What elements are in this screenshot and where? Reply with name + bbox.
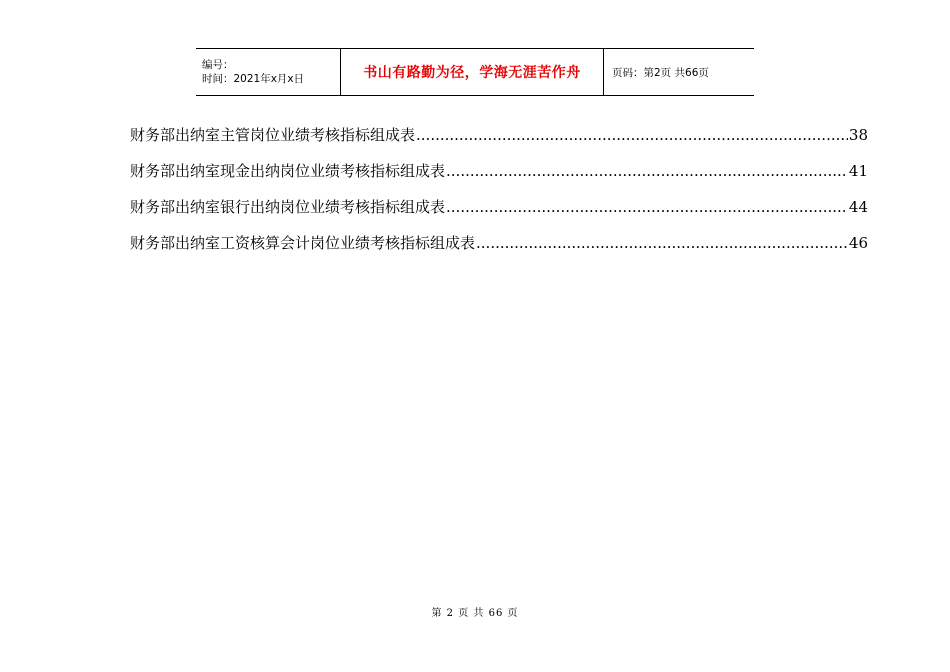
toc-entry[interactable]: [130, 232, 868, 268]
header-motto-cell: [340, 49, 604, 95]
toc-leader-dots: [446, 162, 848, 180]
header-page-code-cell: [604, 49, 754, 95]
toc-entry-title: 财务部出纳室现金出纳岗位业绩考核指标组成表: [130, 162, 446, 180]
table-of-contents: [130, 124, 868, 268]
toc-entry-page: 44: [848, 198, 868, 216]
toc-leader-dots: [446, 198, 848, 216]
page-header: [196, 48, 754, 96]
footer-page-number: 第 2 页 共 66 页: [431, 608, 519, 619]
toc-entry-page: 46: [848, 234, 868, 252]
toc-entry-title: 财务部出纳室主管岗位业绩考核指标组成表: [130, 126, 416, 144]
toc-entry[interactable]: [130, 160, 868, 196]
toc-entry-page: 38: [848, 126, 868, 144]
toc-leader-dots: [416, 126, 848, 144]
toc-entry-page: 41: [848, 162, 868, 180]
toc-entry-title: 财务部出纳室工资核算会计岗位业绩考核指标组成表: [130, 234, 476, 252]
toc-leader-dots: [476, 234, 848, 252]
motto-text: 书山有路勤为径，学海无涯苦作舟: [363, 65, 581, 81]
toc-entry[interactable]: [130, 196, 868, 232]
header-meta: [196, 49, 340, 95]
time-label: 时间：2021年x月x日: [202, 73, 305, 85]
page-code: 页码：第2页 共66页: [612, 66, 709, 79]
number-label: 编号：: [202, 59, 234, 71]
page-footer: [0, 604, 950, 619]
toc-entry-title: 财务部出纳室银行出纳岗位业绩考核指标组成表: [130, 198, 446, 216]
toc-entry[interactable]: [130, 124, 868, 160]
